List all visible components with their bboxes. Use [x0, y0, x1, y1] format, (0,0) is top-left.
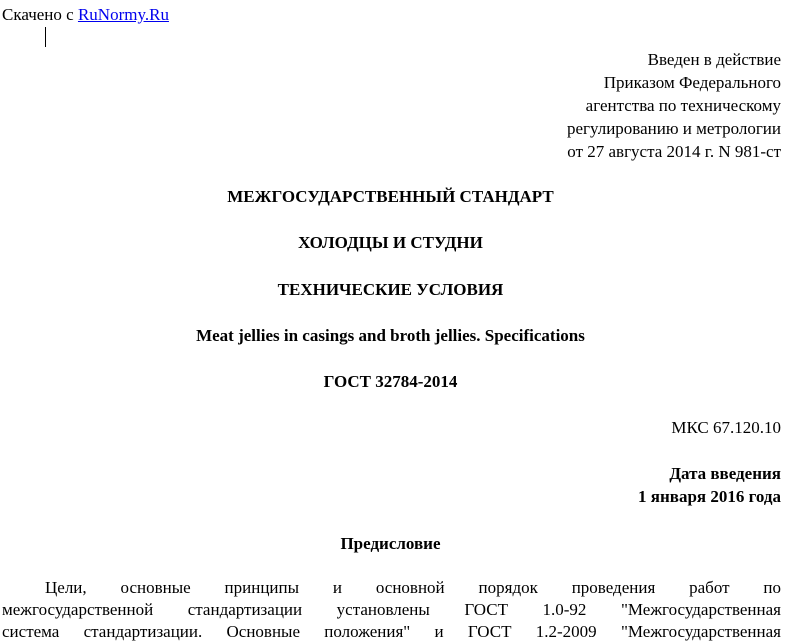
mks-code: МКС 67.120.10	[671, 418, 781, 437]
gost-number: ГОСТ 32784-2014	[323, 372, 458, 391]
source-line	[2, 4, 169, 26]
text-cursor	[45, 27, 46, 47]
preface-heading: Предисловие	[340, 534, 441, 553]
enacted-line: агентства по техническому	[585, 96, 781, 115]
document-subtitle: ТЕХНИЧЕСКИЕ УСЛОВИЯ	[277, 280, 504, 299]
enacted-line: Приказом Федерального	[603, 73, 781, 92]
document-title: ХОЛОДЦЫ И СТУДНИ	[298, 233, 483, 252]
enacted-line: Введен в действие	[647, 50, 781, 69]
preface-line: Цели, основные принципы и основной порядок проведения работ по	[45, 578, 781, 597]
source-link[interactable]: RuNormy.Ru	[77, 5, 169, 24]
enacted-line: от 27 августа 2014 г. N 981-ст	[567, 142, 781, 161]
preface-line: межгосударственной стандартизации установлены ГОСТ 1.0-92 "Межгосударственная	[2, 600, 781, 619]
intro-date: 1 января 2016 года	[638, 487, 781, 506]
standard-type-heading: МЕЖГОСУДАРСТВЕННЫЙ СТАНДАРТ	[227, 187, 554, 206]
preface-line: система стандартизации. Основные положения" и ГОСТ 1.2-2009 "Межгосударственная	[2, 622, 781, 641]
enacted-block	[567, 48, 781, 163]
english-title: Meat jellies in casings and broth jellies. Specifications	[196, 326, 585, 345]
preface-paragraph	[2, 577, 781, 643]
source-prefix: Скачено с	[2, 5, 78, 24]
enacted-line: регулированию и метрологии	[566, 119, 781, 138]
intro-date-label: Дата введения	[669, 464, 781, 483]
